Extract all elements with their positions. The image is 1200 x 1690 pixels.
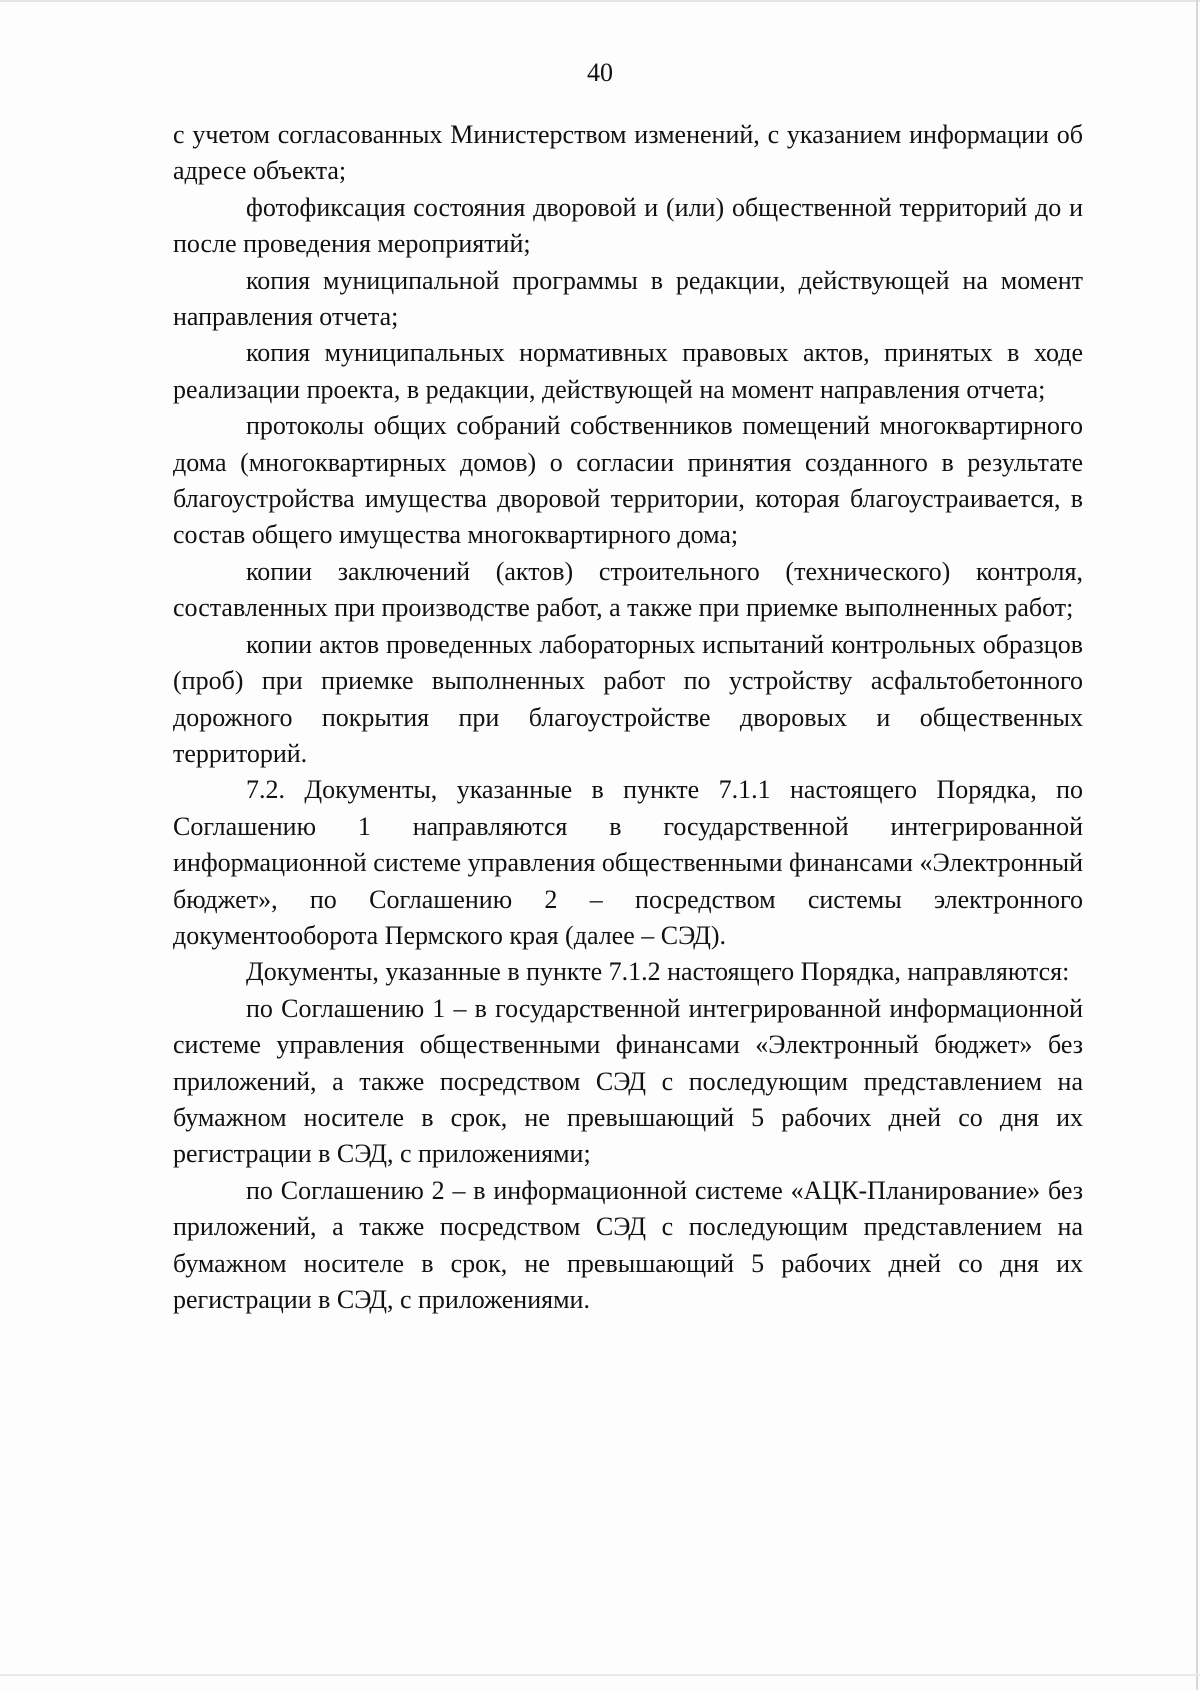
paragraph-owners-meetings: протоколы общих собраний собственников помещений многоквартирного дома (многоквартирных домов) о согласии принятия созданного в результате благоустройства имущества дворовой территории, которая благоустраивается, в состав общего имущества многоквартирного дома; [173,411,1083,550]
paragraph-agreement-1: по Соглашению 1 – в государственной интегрированной информационной системе управления общественными финансами «Электронный бюджет» без приложений, а также посредством СЭД с последующим представлением на бумажном носителе в срок, не превышающий 5 рабочих дней со дня их регистрации в СЭД, с приложениями; [173,993,1083,1169]
paragraph-section-7-2: 7.2. Документы, указанные в пункте 7.1.1 настоящего Порядка, по Соглашению 1 направляются в государственной интегрированной информационной системе управления общественными финансами «Электронный бюджет», по Соглашению 2 – посредством системы электронного документооборота Пермского края (далее – СЭД). [173,775,1083,950]
paragraph-control-conclusions: копии заключений (актов) строительного (технического) контроля, составленных при производстве работ, а также при приемке выполненных работ; [173,556,1083,623]
paragraph-lab-tests: копии актов проведенных лабораторных испытаний контрольных образцов (проб) при приемке выполненных работ по устройству асфальтобетонного дорожного покрытия при благоустройстве дворовых и общественных территорий. [173,629,1083,768]
paragraph-legal-acts-copy: копия муниципальных нормативных правовых актов, принятых в ходе реализации проекта, в редакции, действующей на момент направления отчета; [173,338,1083,404]
paragraph-continuation: с учетом согласованных Министерством изменений, с указанием информации об адресе объекта; [173,120,1083,186]
paragraph-photo-fixation: фотофиксация состояния дворовой и (или) общественной территорий до и после проведения мероприятий; [173,192,1083,259]
paragraph-documents-7-1-2: Документы, указанные в пункте 7.1.2 настоящего Порядка, направляются: [246,957,1070,987]
page-number: 40 [587,58,613,87]
scan-edge-bottom [0,1674,1200,1676]
scan-edge-right [1196,0,1198,1690]
paragraph-program-copy: копия муниципальной программы в редакции, действующей на момент направления отчета; [173,265,1083,332]
paragraph-agreement-2: по Соглашению 2 – в информационной системе «АЦК-Планирование» без приложений, а также посредством СЭД с последующим представлением на бумажном носителе в срок, не превышающий 5 рабочих дней со дня их регистрации в СЭД, с приложениями. [173,1175,1083,1314]
scan-edge-top [0,0,1200,2]
document-body [173,117,1083,1318]
